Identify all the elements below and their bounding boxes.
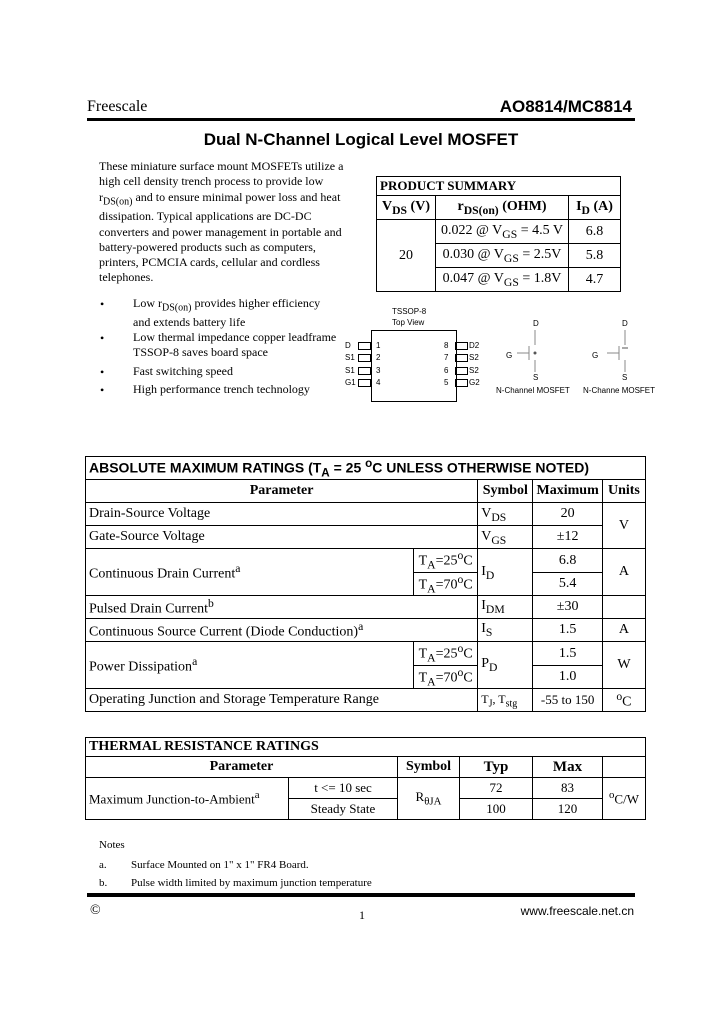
pin-number: 6 xyxy=(444,366,449,375)
note-key: b. xyxy=(99,877,108,889)
id-value: 6.8 xyxy=(569,220,621,244)
sym-is: $I_S$ xyxy=(478,619,533,642)
rds-value: 0.022 @ $V_{GS} = 4.5$ V xyxy=(436,220,569,244)
max-tj: -55 to 150 xyxy=(533,689,602,712)
pin xyxy=(358,367,371,375)
thermal-typ-10s: 72 xyxy=(460,778,533,799)
unit-amps: A xyxy=(602,549,645,596)
col-id: $I_D$ (A) xyxy=(569,196,621,220)
pin-number: 8 xyxy=(444,341,449,350)
brand-name: Freescale xyxy=(87,98,148,115)
pin xyxy=(358,379,371,387)
footer-rule xyxy=(87,893,635,897)
pin xyxy=(358,342,371,350)
sym-vgs: $V_{GS}$ xyxy=(478,526,533,549)
amr-header-maximum: Maximum xyxy=(533,480,602,503)
max-idm: ±30 xyxy=(533,596,602,619)
note-text: Surface Mounted on 1" x 1" FR4 Board. xyxy=(131,859,309,871)
note-text: Pulse width limited by maximum junction temperature xyxy=(131,877,372,889)
pin-label: S2 xyxy=(469,353,479,362)
thermal-typ-steady: 100 xyxy=(460,799,533,820)
pin xyxy=(455,367,468,375)
max-id-25: 6.8 xyxy=(533,549,602,572)
pin xyxy=(358,354,371,362)
gate-label: G xyxy=(506,351,513,360)
param-idm: Pulsed Drain Current$^b$ xyxy=(86,596,478,619)
max-id-70: 5.4 xyxy=(533,572,602,595)
pin-label: G1 xyxy=(345,378,356,387)
unit-idm xyxy=(602,596,645,619)
param-vgs: Gate-Source Voltage xyxy=(86,526,478,549)
unit-volts: V xyxy=(602,503,645,549)
thermal-cond-10s: t <= 10 sec xyxy=(289,778,398,799)
pin-label: S2 xyxy=(469,366,479,375)
unit-pd: W xyxy=(602,642,645,689)
pin-number: 4 xyxy=(376,378,381,387)
cond-id-25: $T_A=25^oC$ xyxy=(414,549,478,572)
note-key: a. xyxy=(99,859,107,871)
thermal-param: Maximum Junction-to-Ambient$^a$ xyxy=(86,778,289,820)
package-name: TSSOP-8 xyxy=(392,307,427,316)
unit-tj: $^o$C xyxy=(602,689,645,712)
thermal-cond-steady: Steady State xyxy=(289,799,398,820)
thermal-resistance-table xyxy=(85,737,646,820)
pin-number: 5 xyxy=(444,378,449,387)
pin xyxy=(455,342,468,350)
col-rds: $r_{DS(on)}$ (OHM) xyxy=(436,196,569,220)
max-is: 1.5 xyxy=(533,619,602,642)
feature-item: Fast switching speed xyxy=(133,364,233,378)
thermal-unit: $^o$C/W xyxy=(603,778,646,820)
pin-number: 7 xyxy=(444,353,449,362)
mosfet-caption: N-Channe MOSFET xyxy=(583,386,656,395)
id-value: 4.7 xyxy=(569,268,621,292)
thermal-max-10s: 83 xyxy=(533,778,603,799)
product-summary-title: PRODUCT SUMMARY xyxy=(377,177,621,196)
notes-title: Notes xyxy=(99,839,125,851)
thermal-header-symbol: Symbol xyxy=(398,757,460,778)
sym-vds: $V_{DS}$ xyxy=(478,503,533,526)
max-vds: 20 xyxy=(533,503,602,526)
amr-header-symbol: Symbol xyxy=(478,480,533,503)
sym-tj: $T_J$, $T_{stg}$ xyxy=(478,689,533,712)
package-view: Top View xyxy=(392,318,425,327)
cond-pd-25: $T_A=25^oC$ xyxy=(414,642,478,665)
description: These miniature surface mount MOSFETs utilize a high cell density trench process to provide low $r_{DS(on)}$ and to ensure minimal power loss and heat dissipation. Typical applications are DC-DC converters and power management in portable and battery-powered products such as computers, printers, PCMCIA cards, cellular and cordless telephones. xyxy=(99,159,344,285)
param-tj: Operating Junction and Storage Temperature Range xyxy=(86,689,478,712)
amr-header-parameter: Parameter xyxy=(86,480,478,503)
drain-label: D xyxy=(622,319,628,328)
mosfet-icon xyxy=(505,320,565,380)
pin-label: D2 xyxy=(469,341,480,350)
vds-value: 20 xyxy=(377,220,436,292)
cond-pd-70: $T_A=70^oC$ xyxy=(414,665,478,688)
pin-number: 3 xyxy=(376,366,381,375)
page-title: Dual N-Channel Logical Level MOSFET xyxy=(203,130,519,149)
pin xyxy=(455,354,468,362)
feature-item: Low thermal impedance copper leadframe TSSOP-8 saves board space xyxy=(133,330,337,359)
amr-title: ABSOLUTE MAXIMUM RATINGS ($T_A = 25$ $^o$C UNLESS OTHERWISE NOTED) xyxy=(86,457,646,480)
thermal-title: THERMAL RESISTANCE RATINGS xyxy=(86,738,646,757)
param-vds: Drain-Source Voltage xyxy=(86,503,478,526)
pin-label: S1 xyxy=(345,353,355,362)
source-label: S xyxy=(622,373,628,382)
thermal-header-typ: Typ xyxy=(460,757,533,778)
thermal-max-steady: 120 xyxy=(533,799,603,820)
param-id: Continuous Drain Current$^a$ xyxy=(86,549,414,596)
abs-max-ratings-table xyxy=(85,456,646,712)
max-vgs: ±12 xyxy=(533,526,602,549)
rds-value: 0.047 @ $V_{GS} = 1.8V$ xyxy=(436,268,569,292)
sym-pd: $P_D$ xyxy=(478,642,533,689)
product-summary-table xyxy=(376,176,621,292)
cond-id-70: $T_A=70^oC$ xyxy=(414,572,478,595)
param-pd: Power Dissipation$^a$ xyxy=(86,642,414,689)
pin-label: D xyxy=(345,341,351,350)
drain-label: D xyxy=(533,319,539,328)
param-is: Continuous Source Current (Diode Conduction)$^a$ xyxy=(86,619,478,642)
copyright-icon: © xyxy=(90,903,101,918)
header-rule xyxy=(87,118,635,121)
rds-value: 0.030 @ $V_{GS} = 2.5V$ xyxy=(436,244,569,268)
unit-is: A xyxy=(602,619,645,642)
thermal-symbol: $R_{\theta JA}$ xyxy=(398,778,460,820)
id-value: 5.8 xyxy=(569,244,621,268)
max-pd-70: 1.0 xyxy=(533,665,602,688)
sym-id: $I_D$ xyxy=(478,549,533,596)
thermal-header-max: Max xyxy=(533,757,603,778)
pin-label: G2 xyxy=(469,378,480,387)
feature-item: High performance trench technology xyxy=(133,382,310,396)
feature-item: Low $r_{DS(on)}$ provides higher efficiency and extends battery life xyxy=(133,296,321,330)
amr-header-units: Units xyxy=(602,480,645,503)
sym-idm: $I_{DM}$ xyxy=(478,596,533,619)
pin-number: 1 xyxy=(376,341,381,350)
source-label: S xyxy=(533,373,539,382)
thermal-header-parameter: Parameter xyxy=(86,757,398,778)
page-number: 1 xyxy=(359,908,365,922)
mosfet-icon xyxy=(595,320,655,380)
thermal-header-units xyxy=(603,757,646,778)
pin-label: S1 xyxy=(345,366,355,375)
pin-number: 2 xyxy=(376,353,381,362)
pin xyxy=(455,379,468,387)
col-vds: $V_{DS}$ (V) xyxy=(377,196,436,220)
gate-label: G xyxy=(592,351,599,360)
part-number: AO8814/MC8814 xyxy=(499,97,632,116)
footer-url[interactable]: www.freescale.net.cn xyxy=(520,904,634,918)
mosfet-caption: N-Channel MOSFET xyxy=(496,386,570,395)
max-pd-25: 1.5 xyxy=(533,642,602,665)
